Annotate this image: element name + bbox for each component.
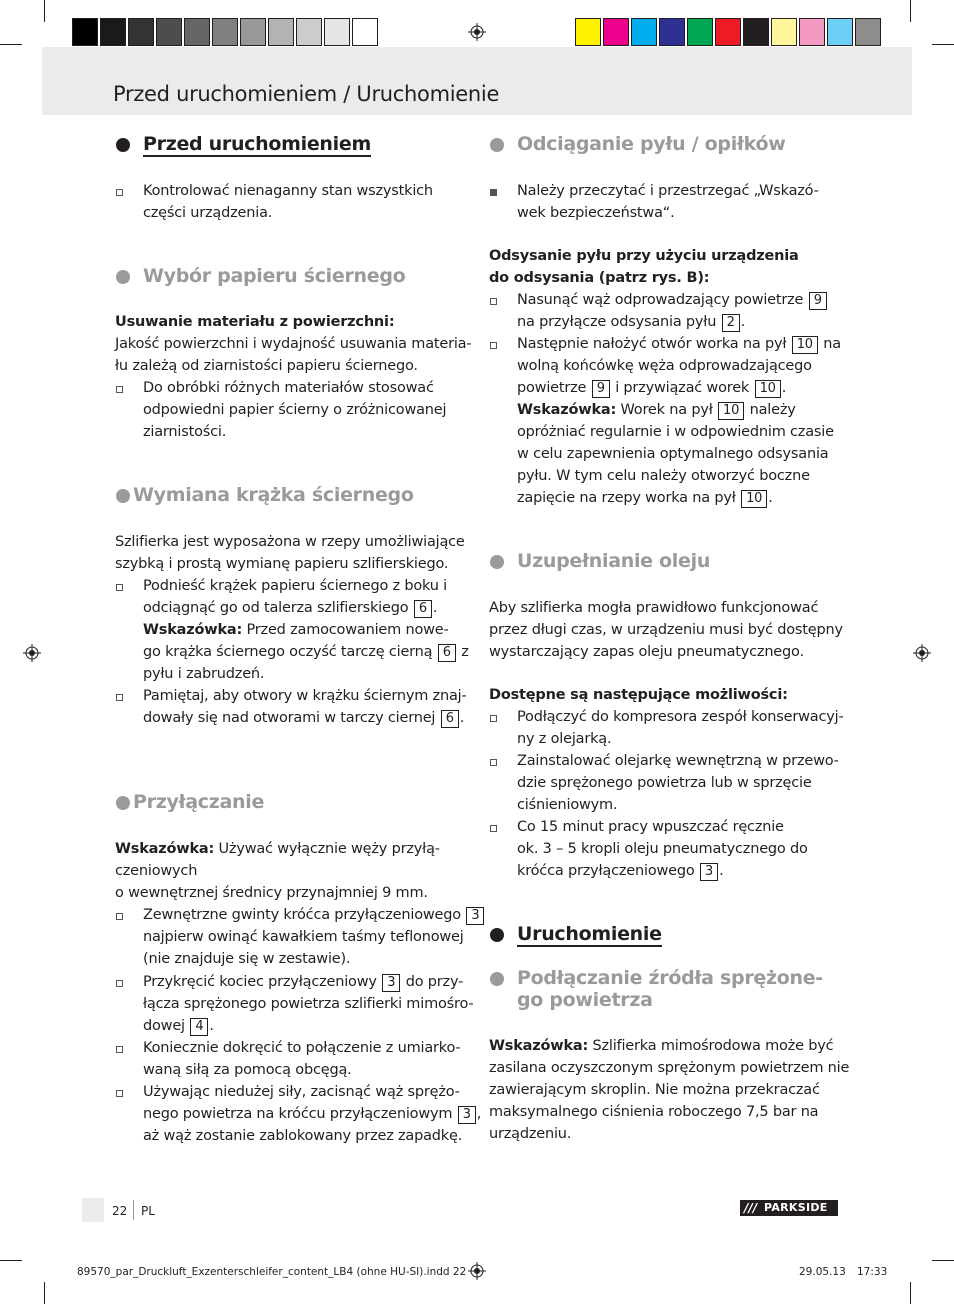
subheading: do odsysania (patrz rys. B): <box>489 270 710 286</box>
color-swatch <box>352 18 378 46</box>
list-item: Używając niedużej siły, zacisnąć wąż sprężo- <box>143 1084 460 1100</box>
page-title: Przed uruchomieniem / Uruchomienie <box>113 82 500 106</box>
list-item: dowej 4 . <box>143 1018 214 1034</box>
list-item: na przyłącze odsysania pyłu 2 . <box>517 314 746 330</box>
list-item: Pamiętaj, aby otwory w krążku ściernym znaj- <box>143 688 467 704</box>
bullet-dot-icon <box>490 972 504 986</box>
part-number: 6 <box>414 600 432 618</box>
color-swatch <box>240 18 266 46</box>
list-item: w celu zapewnienia optymalnego odsysania <box>517 446 829 462</box>
color-swatch <box>855 18 881 46</box>
part-number: 9 <box>592 380 610 398</box>
paragraph: łu zależą od ziarnistości papieru ściernego. <box>115 358 418 374</box>
section-title: Wybór papieru ściernego <box>143 265 406 287</box>
registration-mark-icon <box>468 23 486 41</box>
bullet-dot-icon <box>116 489 130 503</box>
parkside-logo: /// PARKSIDE <box>740 1200 838 1216</box>
subheading: Usuwanie materiału z powierzchni: <box>115 314 395 330</box>
list-item: najpierw owinąć kawałkiem taśmy teflonowej <box>143 929 464 945</box>
section-title: Przyłączanie <box>133 791 265 813</box>
checkbox-bullet-icon <box>490 715 497 722</box>
list-item: wek bezpieczeństwa“. <box>517 205 675 221</box>
list-item: pyłu i zabrudzeń. <box>143 666 265 682</box>
list-item: Podnieść krążek papieru ściernego z boku i <box>143 578 448 594</box>
section-title: Podłączanie źródła sprężone- <box>517 967 823 989</box>
filled-bullet-icon <box>490 189 497 196</box>
list-item: wolną końcówkę węża odprowadzającego <box>517 358 812 374</box>
list-item: waną siłą za pomocą obcęgą. <box>143 1062 352 1078</box>
part-number: 10 <box>741 490 767 508</box>
list-item: ziarnistości. <box>143 424 227 440</box>
crop-mark <box>932 1260 954 1261</box>
list-item: aż wąż zostanie zablokowany przez zapadkę. <box>143 1128 463 1144</box>
paragraph: urządzeniu. <box>489 1126 572 1142</box>
list-item: łącza sprężonego powietrza szlifierki mimośro- <box>143 996 474 1012</box>
checkbox-bullet-icon <box>116 913 123 920</box>
file-date: 29.05.13 <box>799 1266 846 1278</box>
crop-mark <box>44 0 45 22</box>
list-item: Następnie nałożyć otwór worka na pył 10 na <box>517 336 841 352</box>
paragraph: Wskazówka: Używać wyłącznie węży przyłą- <box>115 841 440 857</box>
color-swatch <box>575 18 601 46</box>
file-name: 89570_par_Druckluft_Exzenterschleifer_content_LB4 (ohne HU-SI).indd 22 <box>77 1266 467 1278</box>
color-swatch <box>799 18 825 46</box>
color-swatch <box>296 18 322 46</box>
part-number: 3 <box>700 863 718 881</box>
checkbox-bullet-icon <box>116 1046 123 1053</box>
list-item: Wskazówka: Przed zamocowaniem nowe- <box>143 622 449 638</box>
paragraph: czeniowych <box>115 863 198 879</box>
bullet-dot-icon <box>116 270 130 284</box>
subheading: Dostępne są następujące możliwości: <box>489 687 788 703</box>
part-number: 10 <box>792 336 818 354</box>
list-item: Zewnętrzne gwinty króćca przyłączeniowego 3 <box>143 904 485 926</box>
bullet-dot-icon <box>490 555 504 569</box>
section-title: Uruchomienie <box>517 923 662 945</box>
registration-mark-icon <box>913 644 931 662</box>
color-swatch <box>184 18 210 46</box>
list-item: króćca przyłączeniowego 3 . <box>517 863 724 879</box>
divider <box>133 1200 134 1220</box>
registration-mark-icon <box>468 1262 486 1280</box>
registration-mark-icon <box>23 644 41 662</box>
subheading: Odsysanie pyłu przy użyciu urządzenia <box>489 248 799 264</box>
crop-mark <box>932 44 954 45</box>
color-swatch <box>156 18 182 46</box>
crop-mark <box>910 1282 911 1304</box>
crop-mark <box>0 1260 22 1261</box>
checkbox-bullet-icon <box>490 825 497 832</box>
paragraph: wystarczający zapas oleju pneumatycznego. <box>489 644 804 660</box>
crop-mark <box>0 44 22 45</box>
paragraph: o wewnętrznej średnicy przynajmniej 9 mm. <box>115 885 428 901</box>
color-swatch <box>687 18 713 46</box>
color-swatch <box>603 18 629 46</box>
checkbox-bullet-icon <box>116 694 123 701</box>
bullet-dot-icon <box>116 138 130 152</box>
list-item: dowały się nad otworami w tarczy ciernej 6 . <box>143 710 465 726</box>
color-swatch <box>715 18 741 46</box>
checkbox-bullet-icon <box>490 342 497 349</box>
section-title: Wymiana krążka ściernego <box>133 484 414 506</box>
page-tab <box>82 1198 104 1222</box>
part-number: 3 <box>466 907 484 925</box>
list-item: powietrze 9 i przywiązać worek 10 . <box>517 380 787 396</box>
list-item: Koniecznie dokręcić to połączenie z umiarko- <box>143 1040 461 1056</box>
list-item: zapięcie na rzepy worka na pył 10 . <box>517 490 773 506</box>
checkbox-bullet-icon <box>116 189 123 196</box>
list-item: ny z olejarką. <box>517 731 612 747</box>
color-swatch <box>743 18 769 46</box>
part-number: 6 <box>438 644 456 662</box>
list-item: Należy przeczytać i przestrzegać „Wskazó- <box>517 183 819 199</box>
list-item: Do obróbki różnych materiałów stosować <box>143 380 434 396</box>
list-item: odpowiedni papier ścierny o zróżnicowanej <box>143 402 447 418</box>
list-item: Nasunąć wąż odprowadzający powietrze 9 <box>517 289 828 311</box>
paragraph: maksymalnego ciśnienia roboczego 7,5 bar na <box>489 1104 819 1120</box>
paragraph: Jakość powierzchni i wydajność usuwania materia- <box>115 336 472 352</box>
section-title: Przed uruchomieniem <box>143 133 371 155</box>
list-item: Przykręcić kociec przyłączeniowy 3 do przy- <box>143 974 464 990</box>
list-item: ok. 3 – 5 kropli oleju pneumatycznego do <box>517 841 808 857</box>
section-title: Odciąganie pyłu / opiłków <box>517 133 786 155</box>
list-item: (nie znajduje się w zestawie). <box>143 951 351 967</box>
paragraph: zasilana oczyszczonym sprężonym powietrzem nie <box>489 1060 850 1076</box>
checkbox-bullet-icon <box>490 759 497 766</box>
list-item: Zainstalować olejarkę wewnętrzną w przewo- <box>517 753 839 769</box>
part-number: 10 <box>755 380 781 398</box>
list-item: Wskazówka: Worek na pył 10 należy <box>517 402 796 418</box>
checkbox-bullet-icon <box>490 298 497 305</box>
part-number: 3 <box>382 974 400 992</box>
part-number: 3 <box>458 1106 476 1124</box>
list-item: ciśnieniowym. <box>517 797 618 813</box>
paragraph: przez długi czas, w urządzeniu musi być dostępny <box>489 622 843 638</box>
checkbox-bullet-icon <box>116 980 123 987</box>
list-item: pyłu. W tym celu należy otworzyć boczne <box>517 468 810 484</box>
part-number: 6 <box>441 710 459 728</box>
list-item: dzie sprężonego powietrza lub w sprzęcie <box>517 775 812 791</box>
part-number: 9 <box>809 292 827 310</box>
color-swatch <box>771 18 797 46</box>
bullet-dot-icon <box>116 796 130 810</box>
list-item: opróżniać regularnie i w odpowiednim czasie <box>517 424 834 440</box>
part-number: 10 <box>718 402 744 420</box>
bullet-dot-icon <box>490 138 504 152</box>
list-item: go krążka ściernego oczyść tarczę cierną 6 z <box>143 644 469 660</box>
color-swatch <box>631 18 657 46</box>
list-item: części urządzenia. <box>143 205 273 221</box>
checkbox-bullet-icon <box>116 1090 123 1097</box>
part-number: 2 <box>722 314 740 332</box>
bullet-dot-icon <box>490 928 504 942</box>
list-item: Podłączyć do kompresora zespół konserwacyj- <box>517 709 844 725</box>
color-swatch <box>100 18 126 46</box>
file-time: 17:33 <box>857 1266 888 1278</box>
paragraph: Wskazówka: Szlifierka mimośrodowa może być <box>489 1038 834 1054</box>
color-swatch <box>128 18 154 46</box>
language-code: PL <box>141 1204 155 1218</box>
color-swatch <box>268 18 294 46</box>
section-title: go powietrza <box>517 989 653 1011</box>
section-title: Uzupełnianie oleju <box>517 550 711 572</box>
crop-mark <box>910 0 911 22</box>
paragraph: Szlifierka jest wyposażona w rzepy umożliwiające <box>115 534 465 550</box>
part-number: 4 <box>190 1018 208 1036</box>
color-swatch <box>72 18 98 46</box>
paragraph: Aby szlifierka mogła prawidłowo funkcjonować <box>489 600 819 616</box>
color-swatch <box>212 18 238 46</box>
color-swatch <box>659 18 685 46</box>
list-item: nego powietrza na króćcu przyłączeniowym 3 , <box>143 1106 482 1122</box>
page-number: 22 <box>112 1204 128 1218</box>
checkbox-bullet-icon <box>116 386 123 393</box>
paragraph: zawierającym skroplin. Nie można przekraczać <box>489 1082 820 1098</box>
list-item: odciągnąć go od talerza szlifierskiego 6 . <box>143 600 438 616</box>
list-item: Co 15 minut pracy wpuszczać ręcznie <box>517 819 784 835</box>
list-item: Kontrolować nienaganny stan wszystkich <box>143 183 433 199</box>
color-swatch <box>827 18 853 46</box>
crop-mark <box>44 1282 45 1304</box>
paragraph: szybką i prostą wymianę papieru szlifierskiego. <box>115 556 449 572</box>
checkbox-bullet-icon <box>116 584 123 591</box>
color-swatch <box>324 18 350 46</box>
